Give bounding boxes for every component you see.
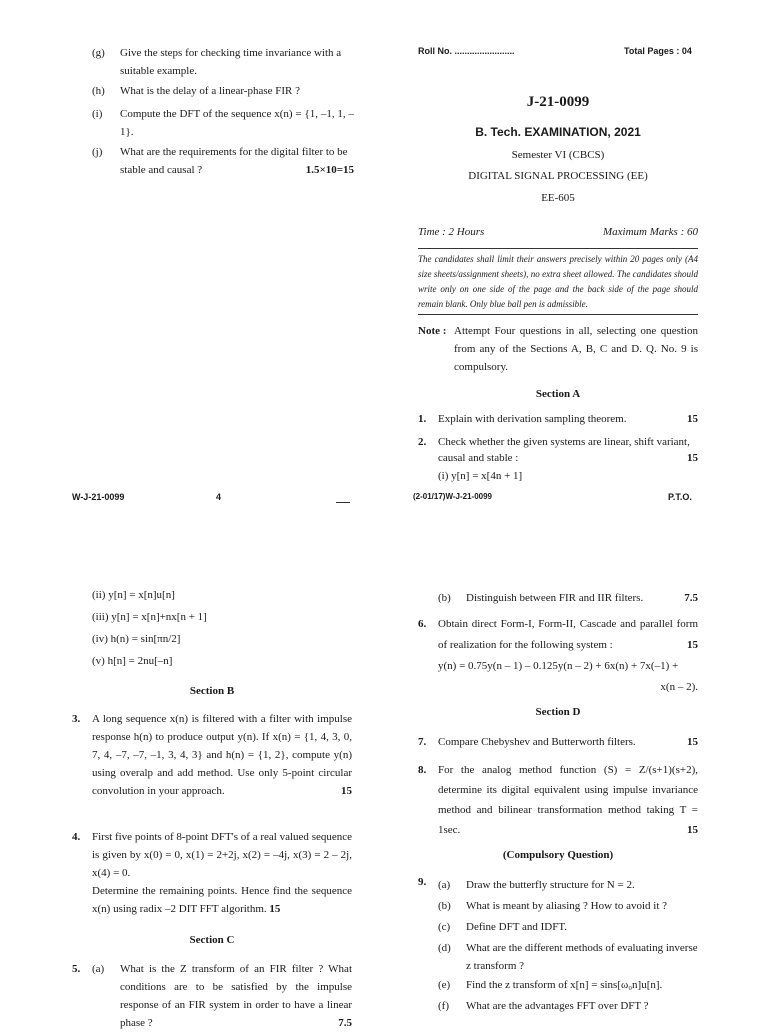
marks: 7.5	[684, 592, 698, 604]
section-a-heading: Section A	[535, 388, 581, 400]
item-text: Give the steps for checking time invariance with a suitable example.	[120, 47, 342, 77]
question-8	[418, 760, 698, 840]
question-1j	[92, 143, 354, 179]
question-text: For the analog method function (S) = Z/(s+1)(s+2), determine its digital equivalent using impulse invariance method and bilinear transformation method taking T = 1sec.	[438, 764, 698, 836]
section-c-heading: Section C	[189, 934, 235, 946]
maximum-marks: Maximum Marks : 60	[602, 226, 698, 238]
marks: 1.5×10=15	[305, 164, 354, 176]
question-text: Obtain direct Form-I, Form-II, Cascade and parallel form of realization for the following system :	[438, 618, 698, 651]
paper-code: J-21-0099	[526, 94, 590, 110]
compulsory-heading: (Compulsory Question)	[502, 849, 614, 861]
q9-part-c	[438, 918, 698, 936]
roll-number: Roll No. ........................	[418, 46, 515, 56]
section-d-heading: Section D	[535, 706, 581, 718]
question-text: First five points of 8-point DFT's of a real valued sequence is given by x(0) = 0, x(1) = 2+2j, x(2) = –4j, x(3) = 2 – 2j, x(4) = 0.	[92, 831, 352, 879]
question-text-continued: Determine the remaining points. Hence find the sequence x(n) using radix –2 DIT FFT algorithm.	[92, 885, 352, 915]
course-code: EE-605	[541, 192, 575, 204]
item-text	[120, 143, 354, 179]
question-text: Compare Chebyshev and Butterworth filters.	[438, 736, 636, 748]
marks: 15	[269, 903, 281, 915]
q2-part-ii: (ii) y[n] = x[n]u[n]	[92, 589, 175, 601]
q9-part-a	[438, 876, 698, 894]
item-label: (g)	[92, 47, 105, 59]
question-4	[72, 828, 352, 918]
part-text: Draw the butterfly structure for N = 2.	[466, 879, 635, 891]
q2-part-v: (v) h[n] = 2nu[–n]	[92, 655, 173, 667]
footer-rule	[336, 502, 350, 503]
footer-code: W-J-21-0099	[72, 492, 125, 502]
marks: 15	[687, 639, 698, 651]
question-2-part-i: (i) y[n] = x[4n + 1]	[438, 470, 523, 482]
marks: 15	[341, 785, 352, 797]
question-number: 1.	[418, 413, 427, 425]
note	[418, 322, 698, 376]
marks: 15	[687, 452, 698, 464]
pto: P.T.O.	[668, 492, 692, 502]
question-3	[72, 710, 352, 800]
part-label: (b)	[438, 900, 451, 912]
question-1i	[92, 105, 354, 141]
item-text: Compute the DFT of the sequence x(n) = {1, –1, 1, –1}.	[120, 108, 354, 138]
footer-code: (2-01/17)W-J-21-0099	[413, 492, 492, 501]
question-number: 4.	[72, 831, 81, 843]
question-text: Check whether the given systems are linear, shift variant, causal and stable :	[438, 436, 690, 464]
question-1h	[92, 82, 354, 100]
q9-part-b	[438, 897, 698, 915]
q9-part-f	[438, 997, 698, 1015]
question-number: 2.	[418, 436, 427, 448]
exam-time: Time : 2 Hours	[418, 226, 485, 238]
question-6	[418, 614, 698, 698]
part-label: (f)	[438, 1000, 449, 1012]
total-pages: Total Pages : 04	[624, 46, 692, 56]
subject: DIGITAL SIGNAL PROCESSING (EE)	[468, 170, 648, 182]
q2-part-iv: (iv) h(n) = sin[πn/2]	[92, 633, 181, 645]
question-number: 9.	[418, 876, 427, 888]
exam-title: B. Tech. EXAMINATION, 2021	[475, 125, 641, 139]
question-text: Explain with derivation sampling theorem.	[438, 413, 627, 425]
question-text: A long sequence x(n) is filtered with a filter with impulse response h(n) to produce output y(n). If x(n) = {1, 4, 3, 0, 7, 4, –7, –7, –1, 3, 4, 3} and h(n) = {1, 2}, compute y(n) using overalp and add method. Use only 5-point circular convolution in your approach.	[92, 713, 352, 797]
q2-part-iii: (iii) y[n] = x[n]+nx[n + 1]	[92, 611, 207, 623]
question-number: 7.	[418, 736, 427, 748]
semester: Semester VI (CBCS)	[511, 149, 605, 161]
question-number: 6.	[418, 618, 427, 630]
question-number: 5.	[72, 963, 81, 975]
question-text: What is the Z transform of an FIR filter ? What conditions are to be satisfied by the impulse response of an FIR system in order to have a linear phase ?	[120, 963, 352, 1029]
part-text: What is meant by aliasing ? How to avoid it ?	[466, 900, 668, 912]
q9-part-d	[438, 939, 698, 975]
equation-continued: x(n – 2).	[660, 681, 698, 693]
divider	[418, 314, 698, 315]
part-label: (c)	[438, 921, 451, 933]
question-1g	[92, 44, 354, 80]
part-label: (a)	[92, 963, 105, 975]
item-label: (h)	[92, 85, 105, 97]
part-label: (d)	[438, 942, 451, 954]
part-text: What are the advantages FFT over DFT ?	[466, 1000, 649, 1012]
item-label: (i)	[92, 108, 103, 120]
question-text: Distinguish between FIR and IIR filters.	[466, 592, 644, 604]
question-7	[418, 733, 698, 751]
note-label: Note :	[418, 325, 447, 337]
equation: y(n) = 0.75y(n – 1) – 0.125y(n – 2) + 6x(n) + 7x(–1) +	[438, 660, 679, 672]
footer-page-number: 4	[216, 492, 222, 502]
part-label: (e)	[438, 979, 451, 991]
question-5b	[418, 589, 698, 607]
marks: 15	[687, 824, 698, 836]
part-label: (b)	[438, 592, 451, 604]
part-label: (a)	[438, 879, 451, 891]
instructions: The candidates shall limit their answers precisely within 20 pages only (A4 size sheets/assignment sheets), no extra sheet allowed. The candidates should write only on one side of the page and the back side of the page should remain blank. Only blue ball pen is admissible.	[418, 254, 698, 309]
marks: 7.5	[338, 1017, 352, 1029]
question-5	[72, 960, 352, 1032]
divider	[418, 248, 698, 249]
marks: 15	[687, 736, 698, 748]
item-text-body: What are the requirements for the digital filter to be stable and causal ?	[120, 146, 348, 176]
question-number: 8.	[418, 764, 427, 776]
section-b-heading: Section B	[189, 685, 235, 697]
q9-part-e	[438, 976, 698, 994]
question-2	[418, 434, 698, 484]
note-text: Attempt Four questions in all, selecting one question from any of the Sections A, B, C and D. Q. No. 9 is compulsory.	[454, 325, 698, 373]
item-text: What is the delay of a linear-phase FIR ?	[120, 85, 300, 97]
part-text: Find the z transform of x[n] = sins[ω₀n]u[n].	[466, 979, 663, 991]
question-number: 3.	[72, 713, 81, 725]
marks: 15	[687, 413, 698, 425]
part-text: Define DFT and IDFT.	[466, 921, 568, 933]
question-1	[418, 410, 698, 428]
item-label: (j)	[92, 146, 103, 158]
part-text: What are the different methods of evaluating inverse z transform ?	[466, 942, 698, 972]
